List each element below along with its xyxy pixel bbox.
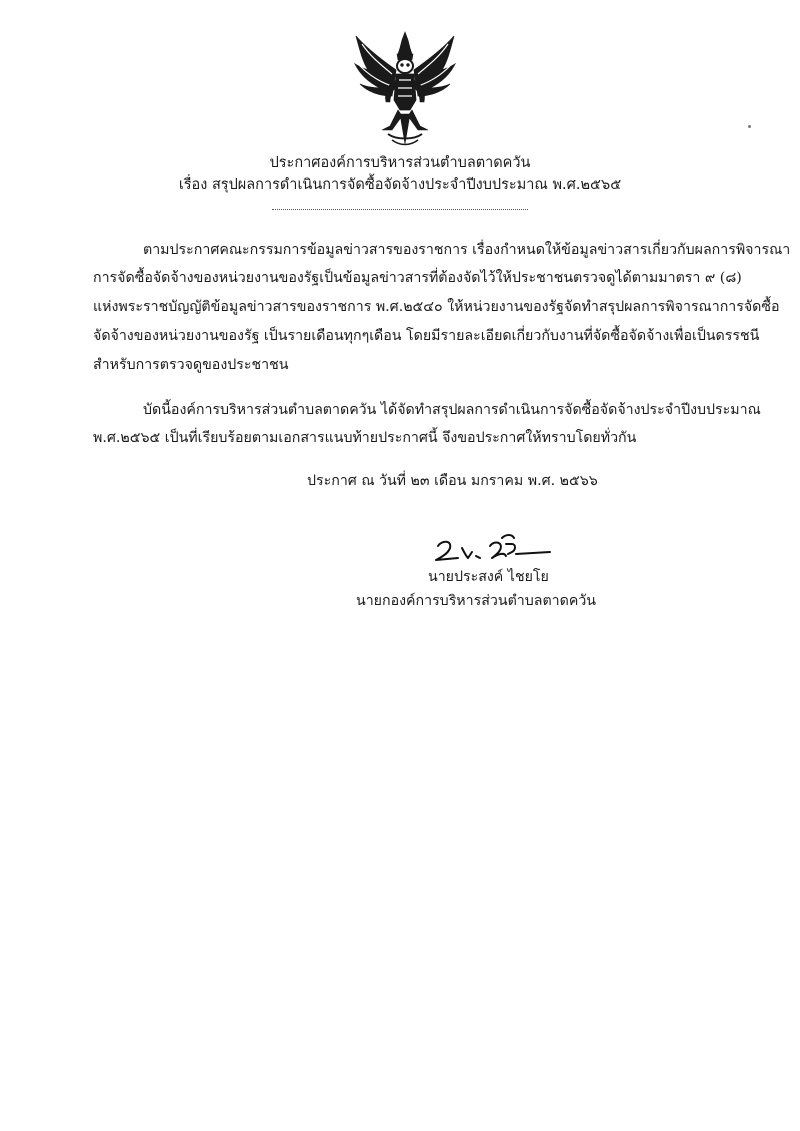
paragraph1-line4: จัดจ้างของหน่วยงานของรัฐ เป็นรายเดือนทุกๆเดือน โดยมีรายละเอียดเกี่ยวกับงานที่จัดซื้อจัดจ้างเพื่อเป็นดรรชนี (93, 328, 760, 344)
garuda-emblem-icon (352, 30, 458, 148)
paragraph1-line5: สำหรับการตรวจดูของประชาชน (93, 357, 289, 373)
signer-name: นายประสงค์ ไชยโย (428, 569, 549, 585)
paragraph2-line1: บัดนี้องค์การบริหารส่วนตำบลตาดควัน ได้จัดทำสรุปผลการดำเนินการจัดซื้อจัดจ้างประจำปีงบประมาณ (143, 402, 761, 418)
scan-mark (748, 125, 751, 128)
announcement-title: ประกาศองค์การบริหารส่วนตำบลตาดควัน (269, 155, 531, 171)
dotted-divider (0, 197, 800, 213)
signer-title: นายกองค์การบริหารส่วนตำบลตาดควัน (356, 593, 597, 609)
announcement-subject: เรื่อง สรุปผลการดำเนินการจัดซื้อจัดจ้างประจำปีงบประมาณ พ.ศ.๒๕๖๕ (178, 177, 622, 193)
paragraph1-line2: การจัดซื้อจัดจ้างของหน่วยงานของรัฐเป็นข้อมูลข่าวสารที่ต้องจัดไว้ให้ประชาชนตรวจดูได้ตามมาตรา ๙ (๘) (93, 270, 742, 286)
announcement-date: ประกาศ ณ วันที่ ๒๓ เดือน มกราคม พ.ศ. ๒๕๖๖ (307, 473, 598, 489)
paragraph1-line1: ตามประกาศคณะกรรมการข้อมูลข่าวสารของราชการ เรื่องกำหนดให้ข้อมูลข่าวสารเกี่ยวกับผลการพิจารณา (143, 242, 791, 258)
paragraph2-line2: พ.ศ.๒๕๖๕ เป็นที่เรียบร้อยตามเอกสารแนบท้ายประกาศนี้ จึงขอประกาศให้ทราบโดยทั่วกัน (93, 430, 637, 446)
paragraph1-line3: แห่งพระราชบัญญัติข้อมูลข่าวสารของราชการ พ.ศ.๒๕๔๐ ให้หน่วยงานของรัฐจัดทำสรุปผลการพิจารณาการจัดซื้อ (93, 299, 780, 315)
handwritten-signature-icon (432, 532, 554, 566)
